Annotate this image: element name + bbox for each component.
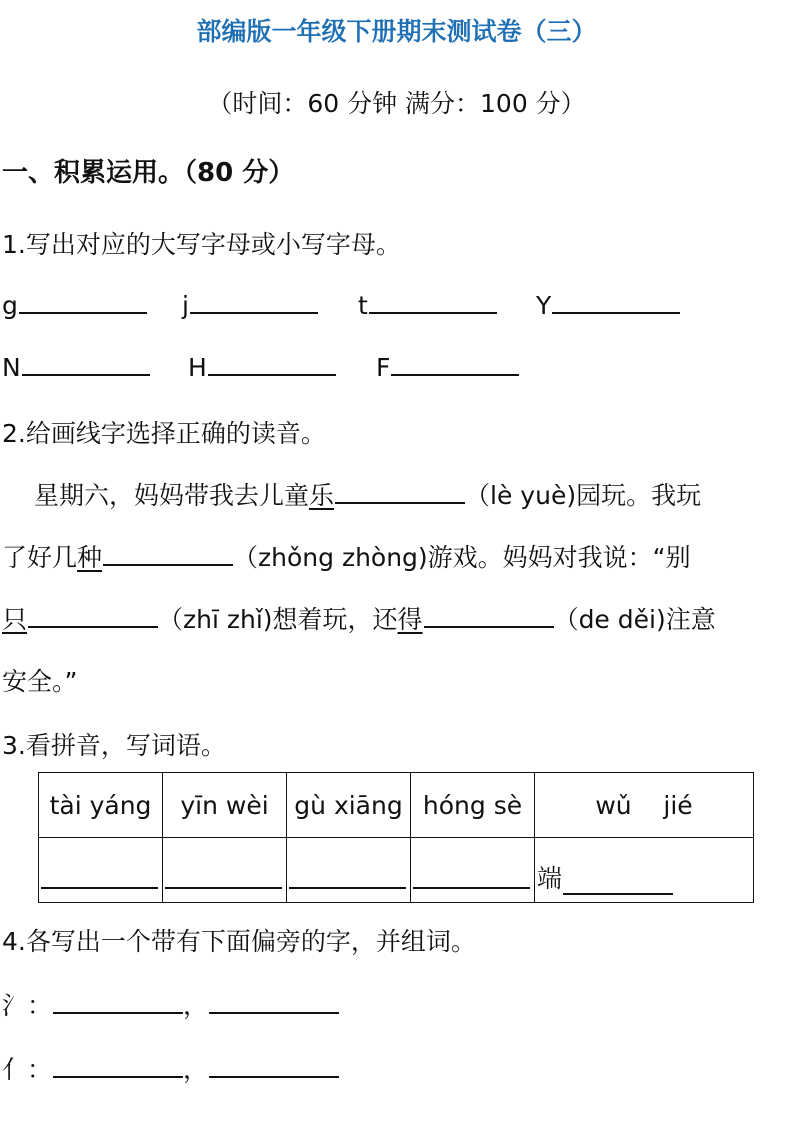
underlined-char: 乐 — [309, 481, 335, 510]
answer-blank[interactable] — [208, 352, 336, 376]
question-4-prompt: 4.各写出一个带有下面偏旁的字，并组词。 — [2, 927, 476, 956]
answer-blank[interactable] — [289, 867, 406, 889]
radical: 氵 — [2, 991, 28, 1020]
pinyin-cell: wǔ jié — [535, 773, 754, 838]
question-2-prompt: 2.给画线字选择正确的读音。 — [2, 419, 326, 448]
answer-cell[interactable] — [535, 838, 754, 903]
passage-line-1: 星期六，妈妈带我去儿童乐 （lè yuè)园玩。我玩 — [34, 481, 702, 510]
passage-line-3: 只 （zhī zhǐ)想着玩，还得 （de děi)注意 — [2, 605, 716, 634]
answer-blank[interactable] — [53, 990, 183, 1014]
pinyin-cell: gù xiāng — [287, 773, 411, 838]
underlined-char: 种 — [77, 543, 103, 572]
letter-item: g — [2, 290, 147, 320]
exam-time-score: （时间：60 分钟 满分：100 分） — [207, 89, 586, 118]
underlined-char: 得 — [397, 605, 423, 634]
letter-item: Y — [536, 290, 680, 320]
radical-row: 氵： ， — [2, 986, 339, 1022]
answer-cell[interactable] — [39, 838, 163, 903]
answer-blank[interactable] — [209, 1054, 339, 1078]
answer-blank[interactable] — [28, 604, 158, 628]
answer-cell[interactable] — [287, 838, 411, 903]
answer-blank[interactable] — [19, 290, 147, 314]
answer-blank[interactable] — [41, 867, 158, 889]
page-title: 部编版一年级下册期末测试卷（三） — [196, 17, 597, 46]
answer-blank[interactable] — [165, 867, 282, 889]
pinyin-cell: hóng sè — [411, 773, 535, 838]
radical-row: 亻： ， — [2, 1050, 339, 1086]
letter-item: j — [182, 290, 318, 320]
answer-blank[interactable] — [190, 290, 318, 314]
answer-blank[interactable] — [53, 1054, 183, 1078]
radical: 亻 — [2, 1055, 28, 1084]
letter-item: F — [376, 352, 519, 382]
prefix-char: 端 — [537, 864, 563, 893]
pinyin-cell: tài yáng — [39, 773, 163, 838]
answer-blank[interactable] — [103, 542, 233, 566]
question-3-prompt: 3.看拼音，写词语。 — [2, 731, 226, 760]
pinyin-cell: yīn wèi — [163, 773, 287, 838]
question-1-prompt: 1.写出对应的大写字母或小写字母。 — [2, 230, 401, 259]
answer-blank[interactable] — [552, 290, 680, 314]
passage-line-4: 安全。” — [2, 667, 78, 696]
answer-blank[interactable] — [391, 352, 519, 376]
answer-blank[interactable] — [209, 990, 339, 1014]
answer-blank[interactable] — [413, 867, 530, 889]
passage-line-2: 了好几种 （zhǒng zhòng)游戏。妈妈对我说：“别 — [2, 543, 691, 572]
answer-blank[interactable] — [22, 352, 150, 376]
answer-blank[interactable] — [424, 604, 554, 628]
letter-item: N — [2, 352, 150, 382]
underlined-char: 只 — [2, 605, 28, 634]
answer-blank[interactable] — [335, 480, 465, 504]
section-heading: 一、积累运用。（80 分） — [2, 158, 295, 188]
pinyin-table — [38, 772, 754, 903]
letter-item: H — [188, 352, 336, 382]
letter-item: t — [358, 290, 497, 320]
answer-blank[interactable] — [563, 871, 673, 895]
answer-cell[interactable] — [163, 838, 287, 903]
answer-blank[interactable] — [369, 290, 497, 314]
answer-cell[interactable] — [411, 838, 535, 903]
